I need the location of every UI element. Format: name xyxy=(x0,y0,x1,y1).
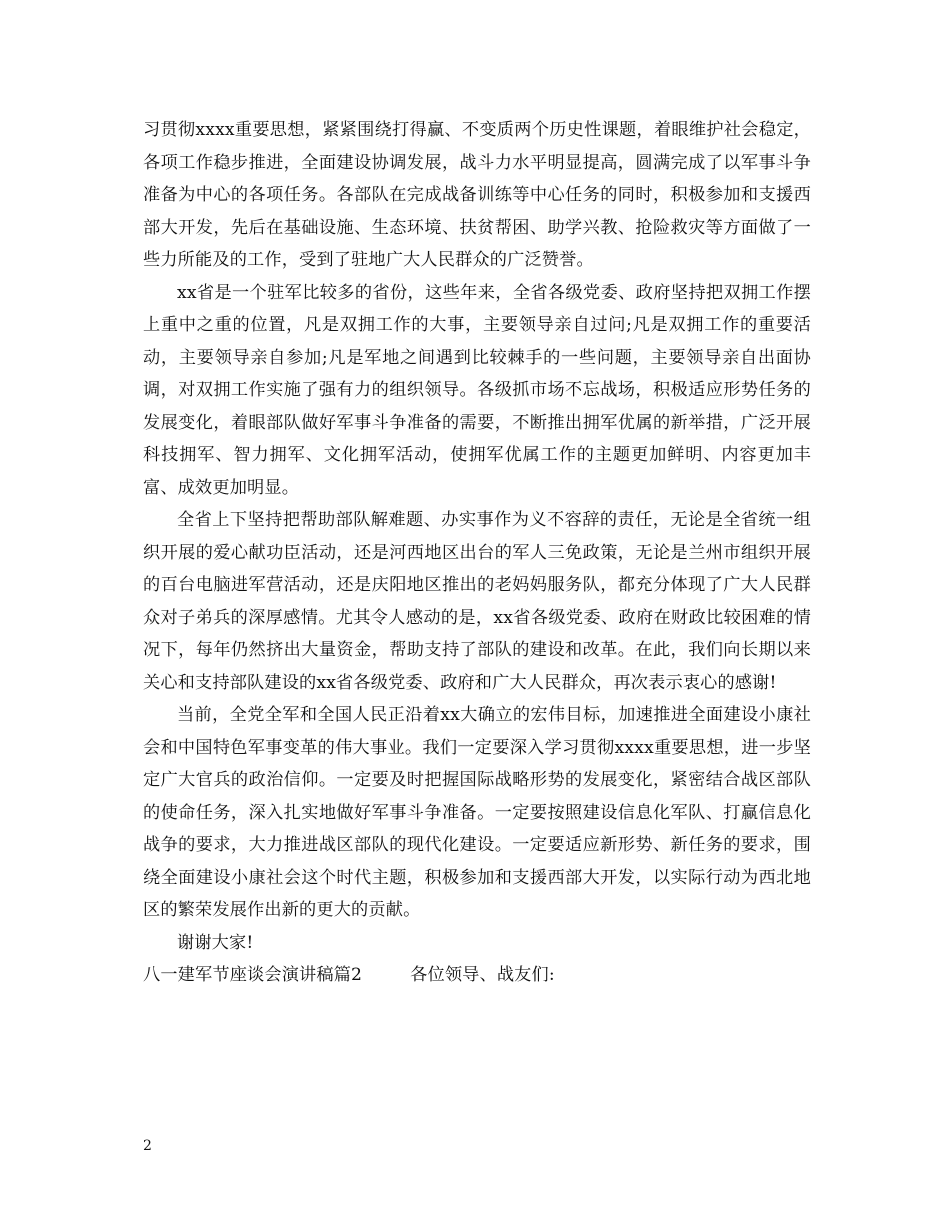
document-body xyxy=(143,114,811,992)
paragraph-province-support: xx省是一个驻军比较多的省份，这些年来，全省各级党委、政府坚持把双拥工作摆上重中之重的位置，凡是双拥工作的大事，主要领导亲自过问;凡是双拥工作的重要活动，主要领导亲自参加;凡是军地之间遇到比较棘手的一些问题，主要领导亲自出面协调，对双拥工作实施了强有力的组织领导。各级抓市场不忘战场，积极适应形势任务的发展变化，着眼部队做好军事斗争准备的需要，不断推出拥军优属的新举措，广泛开展科技拥军、智力拥军、文化拥军活动，使拥军优属工作的主题更加鲜明、内容更加丰富、成效更加明显。 xyxy=(143,282,811,498)
next-speech-title: 八一建军节座谈会演讲稿篇2 xyxy=(143,965,363,985)
paragraph-thanks: 谢谢大家! xyxy=(177,932,254,953)
paragraph-current-tasks: 当前，全党全军和全国人民正沿着xx大确立的宏伟目标，加速推进全面建设小康社会和中国特色军事变革的伟大事业。我们一定要深入学习贯彻xxxx重要思想，进一步坚定广大官兵的政治信仰。一定要及时把握国际战略形势的发展变化，紧密结合战区部队的使命任务，深入扎实地做好军事斗争准备。一定要按照建设信息化军队、打赢信息化战争的要求，大力推进战区部队的现代化建设。一定要适应新形势、新任务的要求，围绕全面建设小康社会这个时代主题，积极参加和支援西部大开发，以实际行动为西北地区的繁荣发展作出新的更大的贡献。 xyxy=(143,705,811,920)
next-speech-greeting: 各位领导、战友们: xyxy=(410,965,555,985)
paragraph-gratitude: 全省上下坚持把帮助部队解难题、办实事作为义不容辞的责任，无论是全省统一组织开展的爱心献功臣活动，还是河西地区出台的军人三免政策，无论是兰州市组织开展的百台电脑进军营活动，还是庆阳地区推出的老妈妈服务队，都充分体现了广大人民群众对子弟兵的深厚感情。尤其令人感动的是，xx省各级党委、政府在财政比较困难的情况下，每年仍然挤出大量资金，帮助支持了部队的建设和改革。在此，我们向长期以来关心和支持部队建设的xx省各级党委、政府和广大人民群众，再次表示衷心的感谢! xyxy=(143,510,811,693)
paragraph-continued: 习贯彻xxxx重要思想，紧紧围绕打得赢、不变质两个历史性课题，着眼维护社会稳定，各项工作稳步推进，全面建设协调发展，战斗力水平明显提高，圆满完成了以军事斗争准备为中心的各项任务。各部队在完成战备训练等中心任务的同时，积极参加和支援西部大开发，先后在基础设施、生态环境、扶贫帮困、助学兴教、抢险救灾等方面做了一些力所能及的工作，受到了驻地广大人民群众的广泛赞誉。 xyxy=(143,120,811,270)
next-speech-line xyxy=(143,959,811,992)
page-number: 2 xyxy=(143,1138,152,1154)
